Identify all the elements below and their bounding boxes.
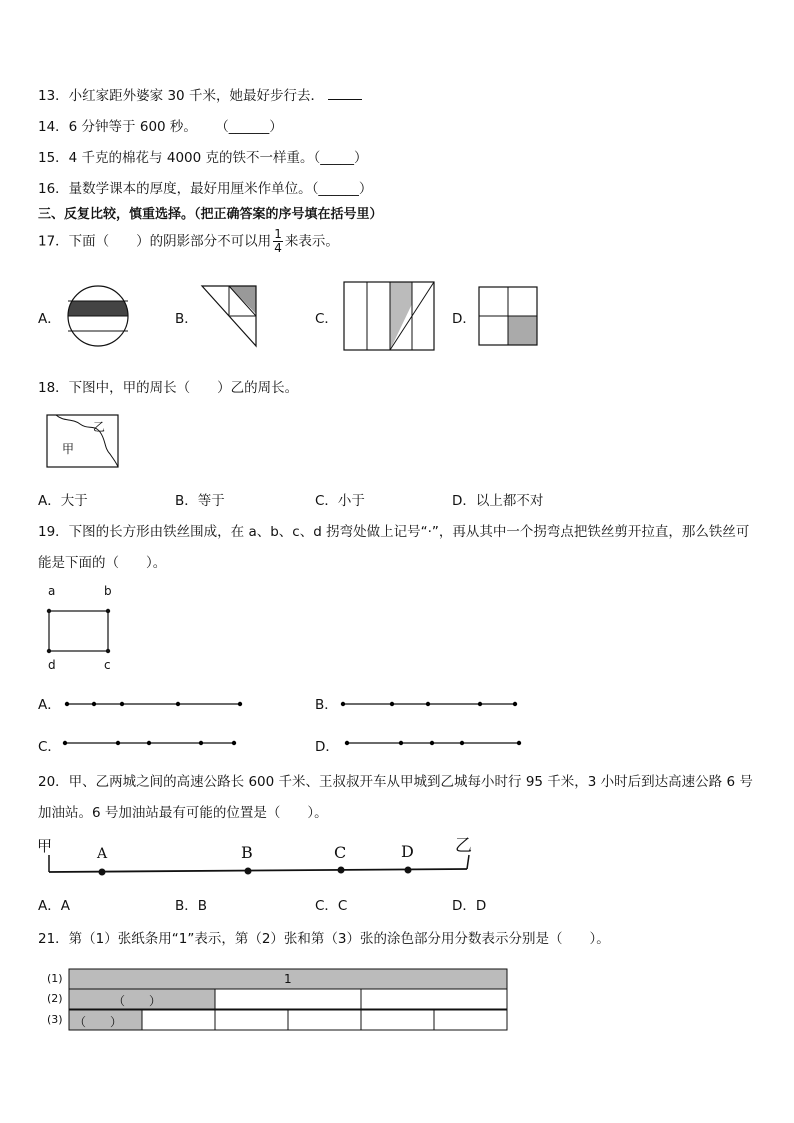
corner-c: c [104, 658, 111, 672]
question-14 [38, 115, 283, 135]
question-19-line2: 能是下面的（ ）。 [38, 555, 167, 571]
q17-option-a[interactable]: A． [38, 311, 61, 327]
q18-option-b[interactable]: B．等于 [175, 493, 225, 509]
corner-d: d [48, 658, 56, 672]
q14-text: 14．6 分钟等于 600 秒。 [38, 119, 197, 135]
fraction-numerator: 1 [274, 227, 282, 241]
q19-wire-a [60, 698, 250, 710]
label-jia: 甲 [62, 442, 75, 456]
q19-wire-d [340, 737, 530, 749]
q17-option-c[interactable]: C． [315, 311, 338, 327]
q19-option-b[interactable]: B． [315, 697, 338, 713]
q17-before: 17．下面（ ）的阴影部分不可以用 [38, 233, 272, 250]
q17-figure-c-rectangle [342, 280, 438, 354]
city-jia-label: 甲 [37, 837, 53, 855]
q16-text: 16．量数学课本的厚度，最好用厘米作单位。 [38, 181, 312, 197]
city-yi-label: 乙 [455, 836, 472, 856]
corner-b: b [104, 584, 112, 598]
q19-option-c[interactable]: C． [38, 739, 61, 755]
question-15 [38, 146, 368, 166]
q20-option-d[interactable]: D．D [452, 898, 487, 914]
corner-a: a [48, 584, 56, 598]
point-c-label: C [334, 843, 347, 862]
fraction [273, 228, 283, 255]
q17-figure-b-triangle [200, 284, 258, 348]
q17-figure-a-circle [66, 284, 130, 348]
q17-figure-d-square [477, 285, 541, 349]
q17-after: 来表示。 [284, 233, 339, 250]
q13-text: 13．小红家距外婆家 30 千米，她最好步行去． [38, 88, 324, 104]
row-label-1: (1) [47, 972, 63, 985]
q20-option-c[interactable]: C．C [315, 898, 348, 914]
strip-2-paren: （ ） [113, 994, 162, 1008]
question-20-line2: 加油站。6 号加油站最有可能的位置是（ ）。 [38, 805, 328, 821]
q20-option-b[interactable]: B．B [175, 898, 208, 914]
q18-figure [46, 414, 120, 470]
point-a-label: A [97, 846, 108, 862]
question-13 [38, 84, 362, 104]
q13-blank [328, 86, 362, 100]
q17-option-b[interactable]: B． [175, 311, 198, 327]
q19-rectangle [44, 606, 114, 656]
point-b-label: B [241, 843, 253, 862]
q19-option-d[interactable]: D． [315, 739, 339, 755]
row-label-3: (3) [47, 1013, 63, 1026]
q18-option-c[interactable]: C．小于 [315, 493, 365, 509]
strip-1-label: 1 [284, 972, 292, 986]
question-21: 21．第（1）张纸条用“1”表示，第（2）张和第（3）张的涂色部分用分数表示分别是（ ）。 [38, 931, 610, 947]
q16-paren: （______） [311, 181, 373, 197]
fraction-denominator: 4 [274, 241, 282, 255]
q17-option-d[interactable]: D． [452, 311, 476, 327]
q18-option-a[interactable]: A．大于 [38, 493, 88, 509]
q19-wire-c [58, 737, 248, 749]
row-label-2: (2) [47, 992, 63, 1005]
question-17 [38, 228, 339, 255]
strip-3-paren: （ ） [74, 1015, 123, 1029]
q19-option-a[interactable]: A． [38, 697, 61, 713]
q20-highway [44, 852, 474, 882]
q19-wire-b [336, 698, 526, 710]
q20-option-a[interactable]: A．A [38, 898, 70, 914]
question-18: 18．下图中，甲的周长（ ）乙的周长。 [38, 380, 299, 396]
q14-paren: （______） [215, 119, 283, 135]
q15-paren: （_____） [313, 150, 368, 166]
q15-text: 15．4 千克的棉花与 4000 克的铁不一样重。 [38, 150, 314, 166]
question-20-line1: 20．甲、乙两城之间的高速公路长 600 千米、王叔叔开车从甲城到乙城每小时行 95 千米，3 小时后到达高速公路 6 号 [38, 774, 753, 790]
point-d-label: D [401, 842, 414, 861]
question-16 [38, 177, 372, 197]
label-yi: 乙 [93, 420, 106, 434]
question-19-line1: 19．下图的长方形由铁丝围成，在 a、b、c、d 拐弯处做上记号“·”，再从其中一个拐弯点把铁丝剪开拉直，那么铁丝可 [38, 524, 750, 540]
section-3-title: 三、反复比较，慎重选择。（把正确答案的序号填在括号里） [38, 207, 383, 222]
q18-option-d[interactable]: D．以上都不对 [452, 493, 544, 509]
